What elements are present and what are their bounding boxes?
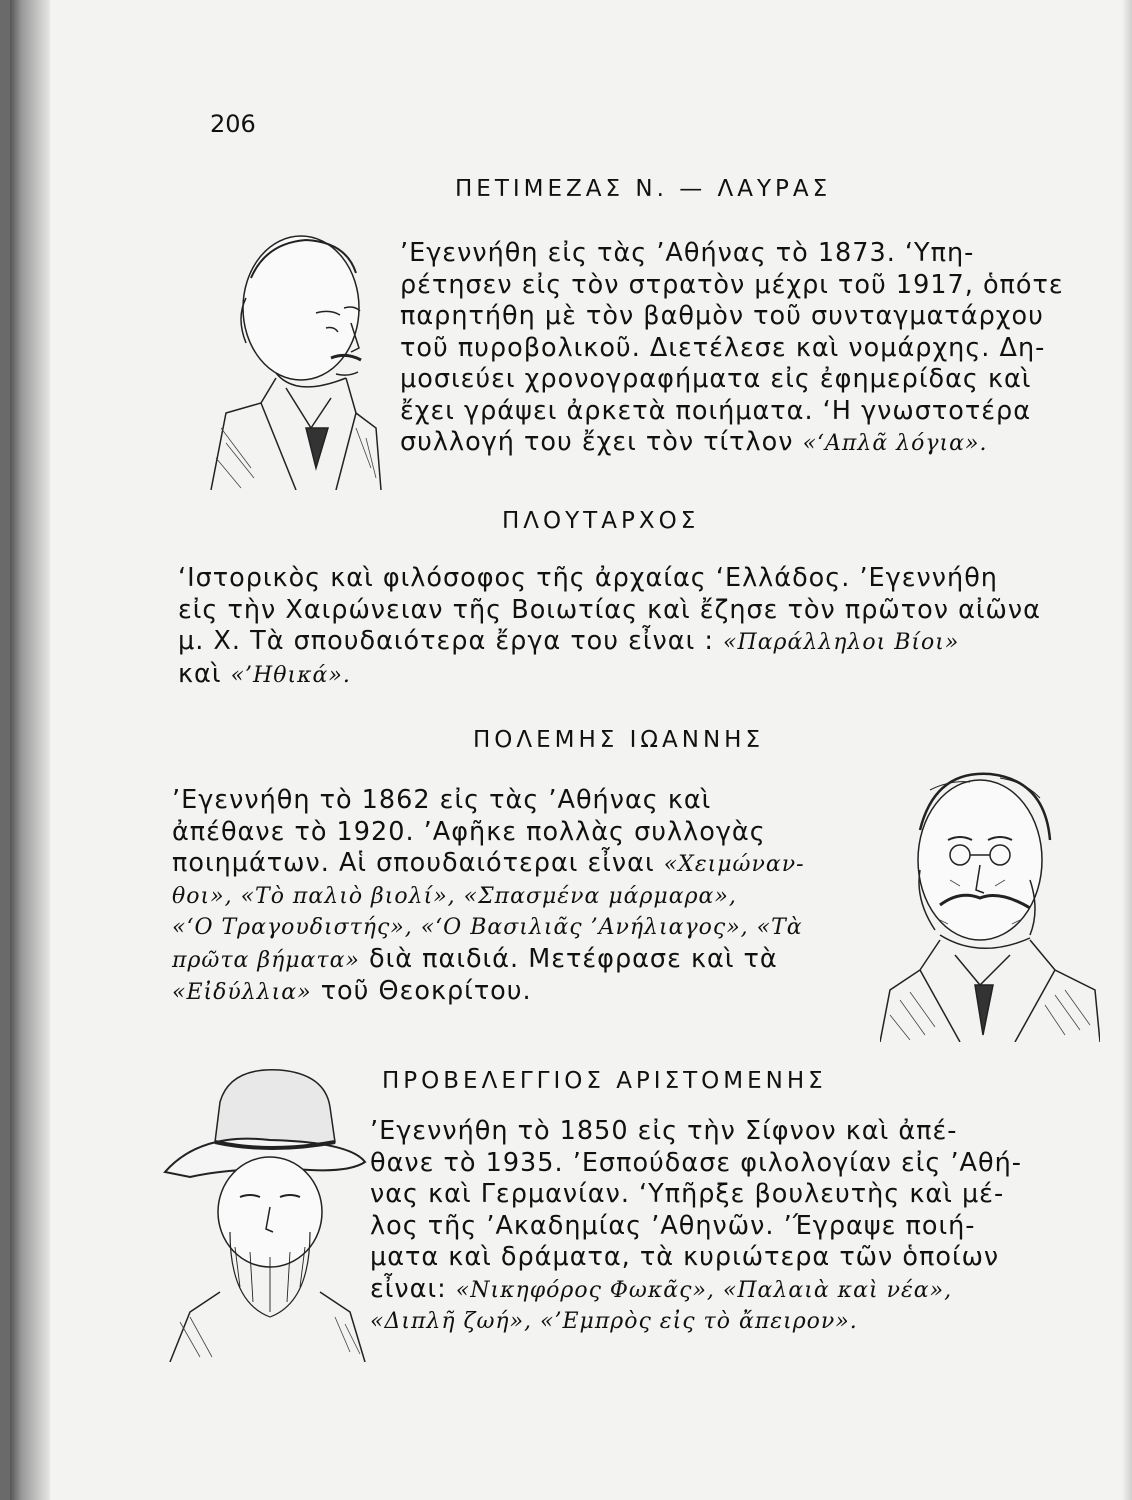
text-line: ’Εγεννήθη τὸ 1850 εἰς τὴν Σίφνον καὶ ἀπέ-	[370, 1116, 958, 1146]
entry-text-polemis	[172, 785, 862, 1009]
text-line	[172, 944, 862, 977]
text-line	[178, 626, 1128, 659]
text-line	[172, 848, 862, 881]
text-line: θοι», «Τὸ παλιὸ βιολί», «Σπασμένα μάρμαρα»,	[172, 883, 737, 909]
page-edge	[1122, 0, 1132, 1500]
text-span: ποιημάτων. Αἱ σπουδαιότεραι εἶναι	[172, 848, 664, 878]
text-line: ἀπέθανε τὸ 1920. ’Αφῆκε πολλὰς συλλογὰς	[172, 816, 766, 847]
entry-text-ploutarchos	[178, 563, 1128, 691]
book-title-italic: «Παράλληλοι Βίοι»	[723, 630, 960, 655]
text-line: ’Εγεννήθη εἰς τὰς ’Αθήνας τὸ 1873. ‘Υπη-	[400, 238, 975, 268]
text-span: διὰ παιδιά. Μετέφρασε καὶ τὰ	[359, 943, 778, 974]
text-line: παρητήθη μὲ τὸν βαθμὸν τοῦ συνταγματάρχου	[400, 301, 1044, 331]
text-line: μοσιεύει χρονογραφήματα εἰς ἐφημερίδας καὶ	[400, 364, 1032, 394]
book-spine-shadow	[10, 0, 50, 1500]
page-number: 206	[210, 110, 256, 138]
book-title-italic: «‘Απλᾶ λόγια».	[802, 431, 988, 456]
text-line	[178, 659, 1128, 692]
portrait-petimezas	[206, 228, 386, 490]
entry-heading-provelengios: ΠΡΟΒΕΛΕΓΓΙΟΣ ΑΡΙΣΤΟΜΕΝΗΣ	[382, 1068, 827, 1094]
entry-heading-polemis: ΠΟΛΕΜΗΣ ΙΩΑΝΝΗΣ	[473, 727, 764, 753]
entry-text-provelengios	[370, 1116, 1110, 1338]
entry-heading-petimezas: ΠΕΤΙΜΕΖΑΣ Ν. — ΛΑΥΡΑΣ	[455, 176, 832, 202]
text-line: ‘Ιστορικὸς καὶ φιλόσοφος τῆς ἀρχαίας ‘Ελλάδος. ’Εγεννήθη	[178, 563, 998, 593]
text-line: τοῦ πυροβολικοῦ. Διετέλεσε καὶ νομάρχης. Δη-	[400, 332, 1046, 363]
text-line: νας καὶ Γερμανίαν. ‘Υπῆρξε βουλευτὴς καὶ μέ-	[370, 1179, 1005, 1209]
book-title-italic: πρῶτα βήματα»	[172, 947, 360, 973]
text-line	[172, 976, 862, 1009]
portrait-polemis	[880, 770, 1100, 1042]
text-span: εἶναι:	[370, 1273, 456, 1304]
entry-heading-ploutarchos: ΠΛΟΥΤΑΡΧΟΣ	[502, 508, 700, 534]
text-line: «Διπλῆ ζωή», «’Εμπρὸς εἰς τὸ ἄπειρον».	[370, 1309, 858, 1334]
text-span: καὶ	[178, 658, 231, 689]
text-line: εἰς τὴν Χαιρώνειαν τῆς Βοιωτίας καὶ ἔζησε τὸν πρῶτον αἰῶνα	[178, 594, 1041, 625]
text-span: τοῦ Θεοκρίτου.	[311, 976, 532, 1006]
portrait-provelengios	[160, 1062, 370, 1362]
text-line	[400, 427, 1128, 460]
entry-text-petimezas	[400, 238, 1128, 460]
book-title-italic: «Εἰδύλλια»	[172, 980, 312, 1005]
text-span: μ. Χ. Τὰ σπουδαιότερα ἔργα του εἶναι :	[178, 626, 724, 656]
book-page	[10, 0, 1132, 1500]
text-line: θανε τὸ 1935. ’Εσπούδασε φιλολογίαν εἰς ’Αθή-	[370, 1147, 1022, 1178]
book-title-italic: «Χειμώναν-	[663, 852, 805, 877]
text-line: λος τῆς ’Ακαδημίας ’Αθηνῶν. ’Έγραψε ποιή-	[370, 1210, 976, 1241]
text-line	[370, 1274, 1110, 1307]
text-line: ρέτησεν εἰς τὸν στρατὸν μέχρι τοῦ 1917, ὁπότε	[400, 269, 1064, 300]
book-title-italic: «’Ηθικά».	[230, 662, 351, 688]
book-title-italic: «Νικηφόρος Φωκᾶς», «Παλαιὰ καὶ νέα»,	[455, 1277, 953, 1303]
text-span: συλλογή του ἔχει τὸν τίτλον	[400, 427, 803, 457]
text-line: «‘Ο Τραγουδιστής», «‘Ο Βασιλιᾶς ’Ανήλιαγος», «Τὰ	[172, 915, 803, 940]
text-line: ’Εγεννήθη τὸ 1862 εἰς τὰς ’Αθήνας καὶ	[172, 785, 712, 815]
text-line: ματα καὶ δράματα, τὰ κυριώτερα τῶν ὁποίων	[370, 1242, 1000, 1272]
text-line: ἔχει γράψει ἀρκετὰ ποιήματα. ‘Η γνωστοτέρα	[400, 395, 1032, 426]
